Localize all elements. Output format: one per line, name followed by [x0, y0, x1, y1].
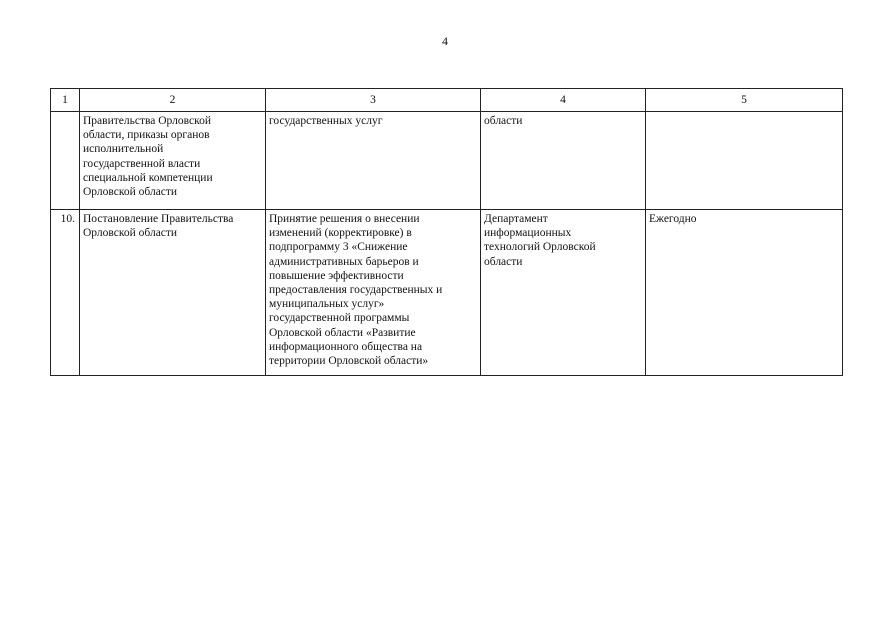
- column-header-5: 5: [646, 89, 843, 112]
- table-row: [51, 210, 843, 376]
- cell-line: предоставления государственных и: [269, 284, 443, 297]
- cell-line: Орловской области: [83, 227, 178, 240]
- responsible-cell: [481, 112, 646, 210]
- table-header-row: [51, 89, 843, 112]
- deadline-cell: [646, 112, 843, 210]
- cell-line: Правительства Орловской: [83, 115, 212, 127]
- document-table: [50, 88, 843, 376]
- cell-line: государственной программы: [269, 312, 410, 325]
- cell-line: подпрограмму 3 «Снижение: [269, 241, 408, 254]
- column-header-4: 4: [481, 89, 646, 112]
- row-number-cell: 10.: [51, 210, 80, 376]
- cell-line: технологий Орловской: [484, 241, 596, 254]
- cell-line: Ежегодно: [649, 213, 697, 225]
- page-number: 4: [442, 34, 448, 48]
- column-header-1: 1: [51, 89, 80, 112]
- cell-line: Постановление Правительства: [83, 213, 234, 225]
- cell-line: информационных: [484, 227, 572, 240]
- table-row: [51, 112, 843, 210]
- column-header-2: 2: [80, 89, 266, 112]
- cell-line: Орловской области «Развитие: [269, 326, 416, 339]
- cell-line: административных барьеров и: [269, 255, 419, 268]
- cell-line: Орловской области: [83, 186, 178, 199]
- legal-act-cell: [80, 210, 266, 376]
- cell-line: области: [484, 115, 523, 127]
- cell-line: области: [484, 255, 523, 268]
- cell-line: государственных услуг: [269, 115, 383, 127]
- cell-line: области, приказы органов: [83, 129, 210, 142]
- responsible-cell: [481, 210, 646, 376]
- cell-line: изменений (корректировке) в: [269, 227, 412, 240]
- column-header-3: 3: [266, 89, 481, 112]
- cell-line: государственной власти: [83, 157, 201, 170]
- cell-line: Департамент: [484, 213, 548, 225]
- row-number-cell: [51, 112, 80, 210]
- cell-line: исполнительной: [83, 143, 164, 156]
- deadline-cell: [646, 210, 843, 376]
- legal-act-cell: [80, 112, 266, 210]
- cell-line: специальной компетенции: [83, 171, 213, 184]
- content-cell: [266, 210, 481, 376]
- content-cell: [266, 112, 481, 210]
- cell-line: Принятие решения о внесении: [269, 213, 420, 225]
- cell-line: повышение эффективности: [269, 269, 404, 282]
- cell-line: муниципальных услуг»: [269, 298, 385, 311]
- cell-line: территории Орловской области»: [269, 355, 429, 368]
- cell-line: информационного общества на: [269, 340, 423, 353]
